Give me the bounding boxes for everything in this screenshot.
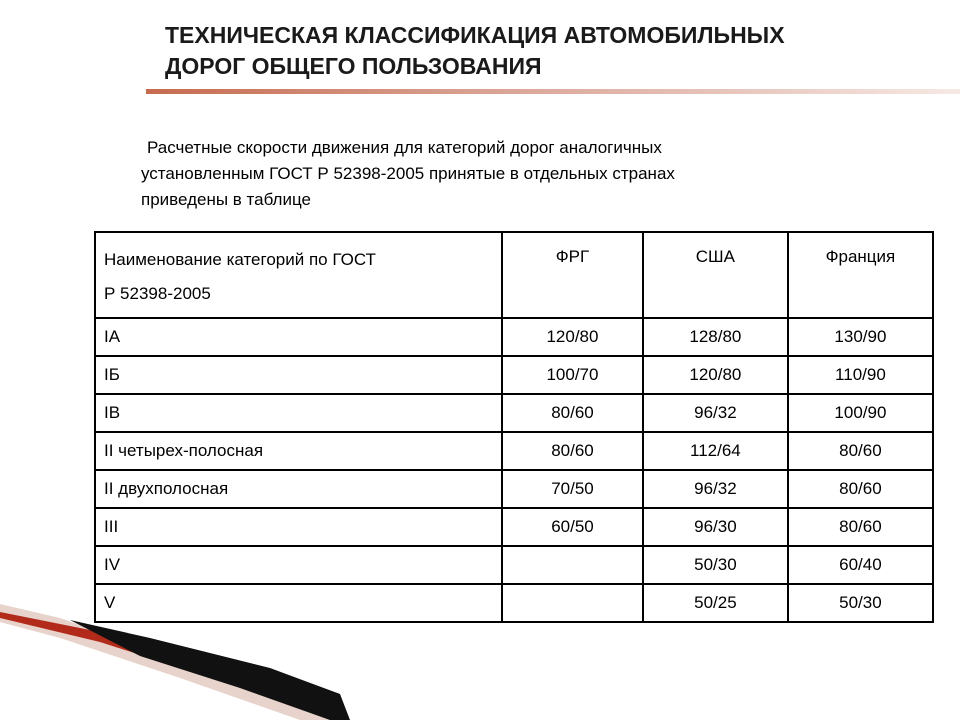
- cell-frg: 100/70: [502, 356, 643, 394]
- table-row: [95, 356, 933, 394]
- row-category: IВ: [95, 394, 502, 432]
- table-row: [95, 432, 933, 470]
- slide-title-line-1: ТЕХНИЧЕСКАЯ КЛАССИФИКАЦИЯ АВТОМОБИЛЬНЫХ: [165, 22, 785, 48]
- cell-frg: 80/60: [502, 432, 643, 470]
- cell-france: 100/90: [788, 394, 933, 432]
- row-category: V: [95, 584, 502, 622]
- row-category: IV: [95, 546, 502, 584]
- header-category-line-1: Наименование категорий по ГОСТ: [104, 250, 376, 269]
- intro-line-3: приведены в таблице: [141, 190, 311, 209]
- title-underline: [146, 89, 960, 94]
- cell-usa: 96/32: [643, 470, 788, 508]
- cell-france: 80/60: [788, 470, 933, 508]
- table-header-row: [95, 232, 933, 318]
- header-france: Франция: [788, 232, 933, 318]
- cell-usa: 128/80: [643, 318, 788, 356]
- row-category: III: [95, 508, 502, 546]
- table-row: [95, 318, 933, 356]
- cell-frg: 120/80: [502, 318, 643, 356]
- cell-france: 60/40: [788, 546, 933, 584]
- slide-title-line-2: ДОРОГ ОБЩЕГО ПОЛЬЗОВАНИЯ: [165, 53, 542, 79]
- cell-frg: 80/60: [502, 394, 643, 432]
- cell-france: 80/60: [788, 508, 933, 546]
- cell-usa: 112/64: [643, 432, 788, 470]
- cell-usa: 96/32: [643, 394, 788, 432]
- decorative-swoosh: [0, 560, 960, 720]
- cell-france: 50/30: [788, 584, 933, 622]
- cell-usa: 120/80: [643, 356, 788, 394]
- cell-france: 110/90: [788, 356, 933, 394]
- intro-line-2: установленным ГОСТ Р 52398-2005 принятые в отдельных странах: [141, 164, 675, 183]
- row-category: II двухполосная: [95, 470, 502, 508]
- table-row: [95, 470, 933, 508]
- cell-usa: 96/30: [643, 508, 788, 546]
- cell-france: 130/90: [788, 318, 933, 356]
- header-frg: ФРГ: [502, 232, 643, 318]
- cell-usa: 50/25: [643, 584, 788, 622]
- header-category-name: [95, 232, 502, 318]
- swoosh-dark-band: [70, 620, 350, 720]
- row-category: IБ: [95, 356, 502, 394]
- row-category: II четырех-полосная: [95, 432, 502, 470]
- header-category-line-2: Р 52398-2005: [104, 284, 211, 303]
- cell-frg: 70/50: [502, 470, 643, 508]
- row-category: IА: [95, 318, 502, 356]
- cell-usa: 50/30: [643, 546, 788, 584]
- table-row: [95, 394, 933, 432]
- header-usa: США: [643, 232, 788, 318]
- cell-france: 80/60: [788, 432, 933, 470]
- intro-paragraph: [141, 135, 841, 213]
- table-row: [95, 508, 933, 546]
- slide-title: [165, 20, 925, 82]
- cell-frg: 60/50: [502, 508, 643, 546]
- intro-line-1: Расчетные скорости движения для категорий дорог аналогичных: [147, 138, 662, 157]
